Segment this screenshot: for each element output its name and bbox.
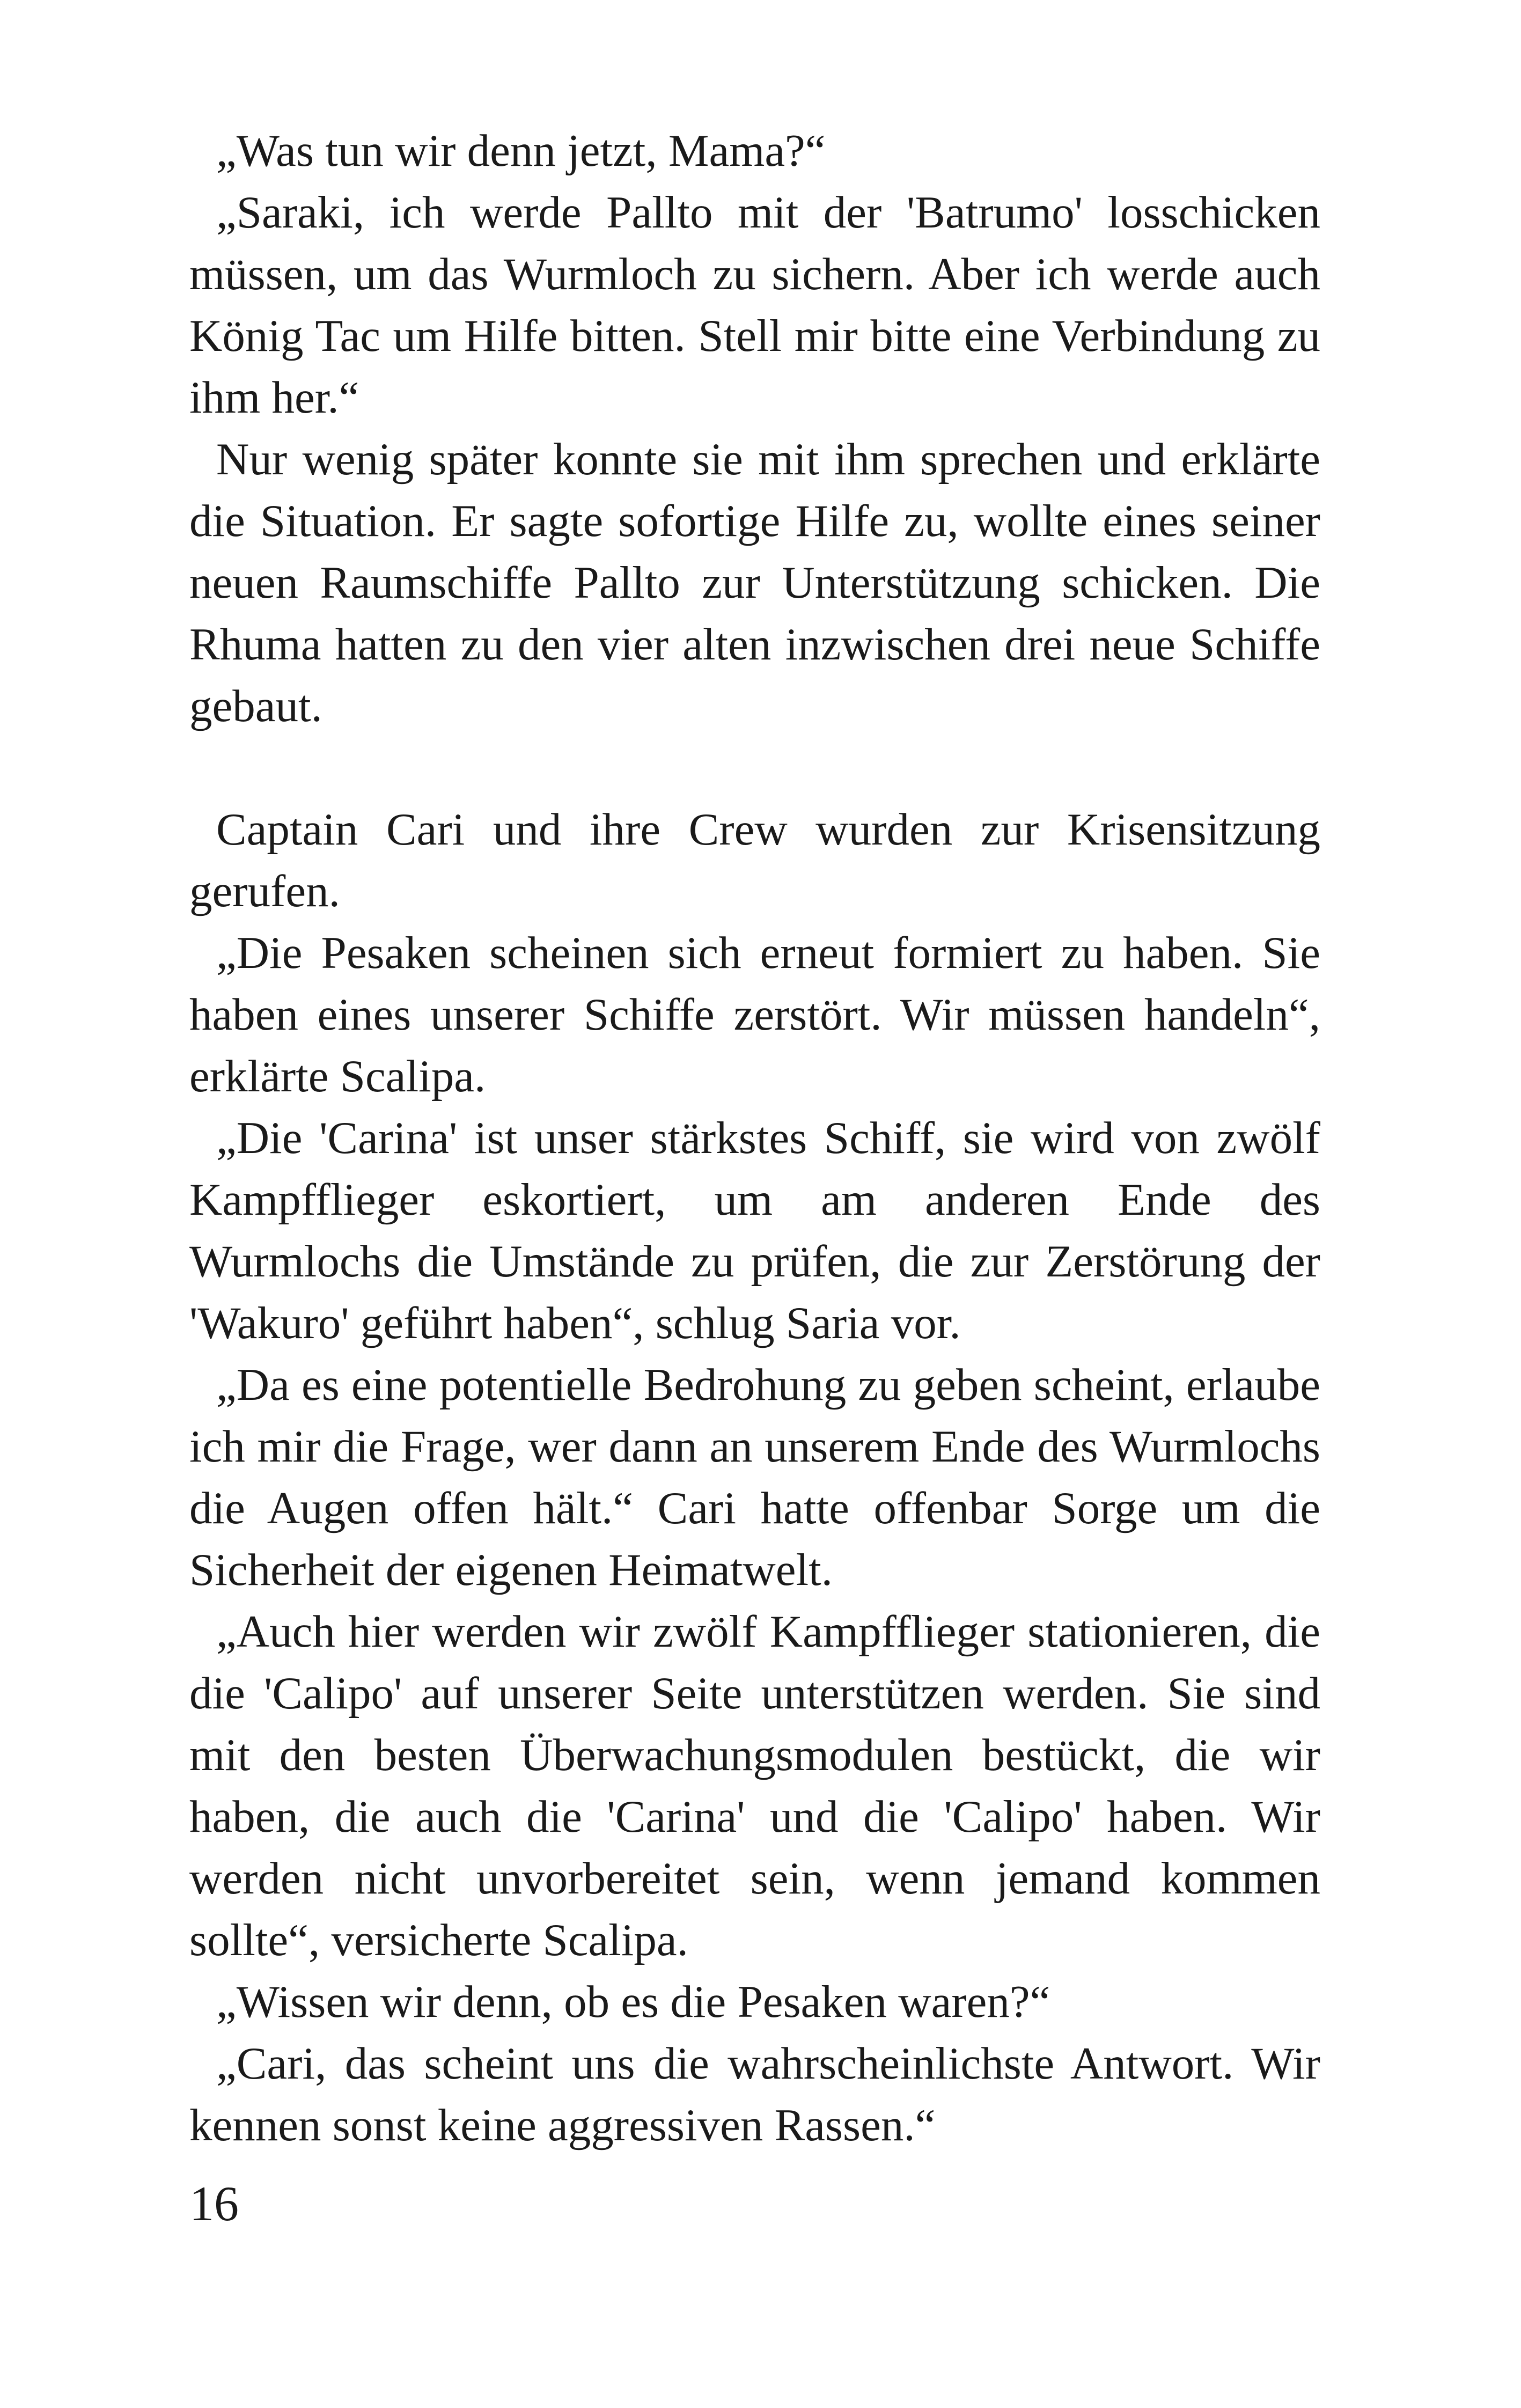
paragraph: „Saraki, ich werde Pallto mit der 'Batrumo' losschicken müssen, um das Wurmloch zu sichern. Aber ich werde auch König Tac um Hilfe bitten. Stell mir bitte eine Verbindung zu ihm her.“ <box>189 187 1320 423</box>
section-break <box>189 737 1320 799</box>
paragraph: „Da es eine potentielle Bedrohung zu geben scheint, erlaube ich mir die Frage, wer dann an unserem Ende des Wurmlochs die Augen offen hält.“ Cari hatte offenbar Sorge um die Sicherheit der eigenen Heimatwelt. <box>189 1360 1320 1595</box>
paragraph: „Die 'Carina' ist unser stärkstes Schiff, sie wird von zwölf Kampfflieger eskortiert, um am anderen Ende des Wurmlochs die Umstände zu prüfen, die zur Zerstörung der 'Wakuro' geführt haben“, schlug Saria vor. <box>189 1113 1320 1348</box>
page-number: 16 <box>189 2176 239 2231</box>
paragraph: „Cari, das scheint uns die wahrscheinlichste Antwort. Wir kennen sonst keine aggressiven Rassen.“ <box>189 2038 1320 2150</box>
paragraph: „Was tun wir denn jetzt, Mama?“ <box>216 126 826 176</box>
paragraph: „Wissen wir denn, ob es die Pesaken waren?“ <box>216 1977 1050 2027</box>
body-text <box>189 120 1320 2156</box>
paragraph: Captain Cari und ihre Crew wurden zur Krisensitzung gerufen. <box>189 804 1320 916</box>
paragraph: Nur wenig später konnte sie mit ihm sprechen und erklärte die Situation. Er sagte sofortige Hilfe zu, wollte eines seiner neuen Raumschiffe Pallto zur Unterstützung schicken. Die Rhuma hatten zu den vier alten inzwischen drei neue Schiffe gebaut. <box>189 434 1320 731</box>
paragraph: „Die Pesaken scheinen sich erneut formiert zu haben. Sie haben eines unserer Schiffe zerstört. Wir müssen handeln“, erklärte Scalipa. <box>189 928 1320 1102</box>
paragraph: „Auch hier werden wir zwölf Kampfflieger stationieren, die die 'Calipo' auf unserer Seite unterstützen werden. Sie sind mit den besten Überwachungsmodulen bestückt, die wir haben, die auch die 'Carina' und die 'Calipo' haben. Wir werden nicht unvorbereitet sein, wenn jemand kommen sollte“, versicherte Scalipa. <box>189 1606 1320 1965</box>
